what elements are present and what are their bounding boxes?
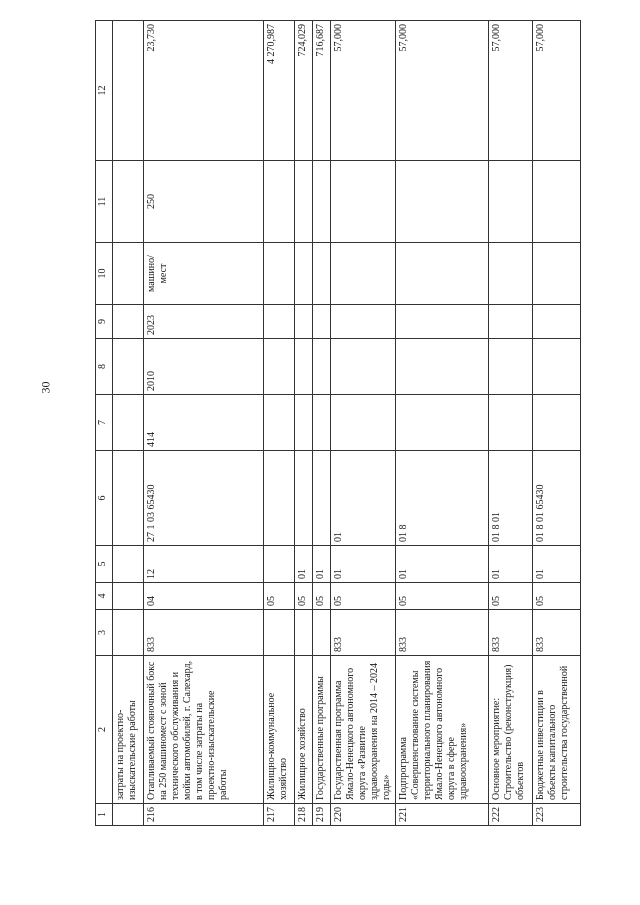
cell-capacity xyxy=(295,161,313,243)
cell-end xyxy=(396,305,489,339)
cell-expense xyxy=(489,395,533,451)
cell-amount: 57,000 xyxy=(489,21,533,161)
cell-ministry xyxy=(113,610,144,656)
cell-start xyxy=(313,339,331,395)
row-number xyxy=(113,804,144,826)
cell-expense xyxy=(264,395,295,451)
cell-expense xyxy=(533,395,581,451)
cell-capacity xyxy=(533,161,581,243)
row-name: Государственная программа Ямало-Ненецкого автономного округа «Развитие здравоохранения на 2014 – 2024 годы» xyxy=(331,656,396,804)
cell-section: 04 xyxy=(144,583,264,610)
cell-start xyxy=(113,339,144,395)
cell-end xyxy=(331,305,396,339)
row-name: Жилищное хозяйство xyxy=(295,656,313,804)
cell-target xyxy=(313,451,331,546)
row-name: Основное мероприятие: Строительство (реконструкция) объектов xyxy=(489,656,533,804)
cell-target: 27 1 03 65430 xyxy=(144,451,264,546)
cell-amount xyxy=(113,21,144,161)
budget-table xyxy=(95,20,581,826)
cell-start: 2010 xyxy=(144,339,264,395)
cell-amount: 57,000 xyxy=(396,21,489,161)
column-header: 10 xyxy=(96,243,113,305)
cell-ministry xyxy=(264,610,295,656)
cell-ministry: 833 xyxy=(489,610,533,656)
cell-end xyxy=(313,305,331,339)
row-name: Подпрограмма «Совершенствование системы территориального планирования Ямало-Ненецкого автономного округа в сфере здравоохранения» xyxy=(396,656,489,804)
cell-section: 05 xyxy=(295,583,313,610)
cell-end xyxy=(533,305,581,339)
cell-target: 01 xyxy=(331,451,396,546)
cell-capacity xyxy=(489,161,533,243)
cell-expense xyxy=(396,395,489,451)
cell-unit xyxy=(489,243,533,305)
cell-target: 01 8 xyxy=(396,451,489,546)
cell-end xyxy=(489,305,533,339)
cell-ministry: 833 xyxy=(331,610,396,656)
cell-amount: 4 270,987 xyxy=(264,21,295,161)
row-number: 216 xyxy=(144,804,264,826)
cell-unit xyxy=(396,243,489,305)
column-header: 1 xyxy=(96,804,113,826)
header-row xyxy=(96,21,113,826)
row-number: 222 xyxy=(489,804,533,826)
cell-unit xyxy=(533,243,581,305)
cell-subsection xyxy=(113,546,144,583)
table-row xyxy=(533,21,581,826)
row-number: 219 xyxy=(313,804,331,826)
cell-target: 01 8 01 65430 xyxy=(533,451,581,546)
cell-expense: 414 xyxy=(144,395,264,451)
table-row xyxy=(144,21,264,826)
cell-start xyxy=(533,339,581,395)
cell-expense xyxy=(113,395,144,451)
cell-ministry: 833 xyxy=(396,610,489,656)
row-name: Бюджетные инвестиции в объекты капитального строительства государственной xyxy=(533,656,581,804)
column-header: 2 xyxy=(96,656,113,804)
cell-end xyxy=(113,305,144,339)
cell-capacity xyxy=(313,161,331,243)
cell-start xyxy=(264,339,295,395)
row-name: Государственные программы xyxy=(313,656,331,804)
column-header: 12 xyxy=(96,21,113,161)
cell-start xyxy=(489,339,533,395)
cell-ministry xyxy=(313,610,331,656)
cell-amount: 724,029 xyxy=(295,21,313,161)
cell-start xyxy=(396,339,489,395)
cell-end: 2023 xyxy=(144,305,264,339)
column-header: 8 xyxy=(96,339,113,395)
row-number: 217 xyxy=(264,804,295,826)
cell-subsection: 01 xyxy=(489,546,533,583)
row-name: затраты на проектно-изыскательские работы xyxy=(113,656,144,804)
cell-unit xyxy=(331,243,396,305)
cell-capacity xyxy=(264,161,295,243)
cell-section: 05 xyxy=(489,583,533,610)
cell-section: 05 xyxy=(533,583,581,610)
column-header: 5 xyxy=(96,546,113,583)
cell-amount: 716,687 xyxy=(313,21,331,161)
cell-unit xyxy=(313,243,331,305)
cell-target xyxy=(295,451,313,546)
column-header: 9 xyxy=(96,305,113,339)
row-number: 223 xyxy=(533,804,581,826)
cell-target: 01 8 01 xyxy=(489,451,533,546)
cell-target xyxy=(264,451,295,546)
cell-section: 05 xyxy=(313,583,331,610)
cell-capacity xyxy=(113,161,144,243)
column-header: 11 xyxy=(96,161,113,243)
column-header: 6 xyxy=(96,451,113,546)
cell-unit xyxy=(295,243,313,305)
cell-subsection: 01 xyxy=(533,546,581,583)
cell-subsection: 01 xyxy=(313,546,331,583)
cell-subsection: 01 xyxy=(331,546,396,583)
column-header: 4 xyxy=(96,583,113,610)
table-row xyxy=(396,21,489,826)
cell-subsection xyxy=(264,546,295,583)
table-row xyxy=(489,21,533,826)
table-row xyxy=(295,21,313,826)
cell-expense xyxy=(313,395,331,451)
cell-unit: машино/мест xyxy=(144,243,264,305)
cell-unit xyxy=(264,243,295,305)
cell-end xyxy=(264,305,295,339)
row-number: 220 xyxy=(331,804,396,826)
column-header: 3 xyxy=(96,610,113,656)
table-row xyxy=(331,21,396,826)
cell-ministry: 833 xyxy=(144,610,264,656)
cell-amount: 57,000 xyxy=(533,21,581,161)
cell-target xyxy=(113,451,144,546)
cell-amount: 57,000 xyxy=(331,21,396,161)
row-name: Отапливаемый стояночный бокс на 250 машиномест с зоной технического обслуживания и мойки автомобилей, г. Салехард, в том числе затраты на проектно-изыскательские работы xyxy=(144,656,264,804)
cell-capacity xyxy=(396,161,489,243)
column-header: 7 xyxy=(96,395,113,451)
cell-section xyxy=(113,583,144,610)
cell-subsection: 01 xyxy=(295,546,313,583)
row-number: 218 xyxy=(295,804,313,826)
row-name: Жилищно-коммунальное хозяйство xyxy=(264,656,295,804)
table-wrapper xyxy=(95,21,622,826)
cell-amount: 23,730 xyxy=(144,21,264,161)
cell-expense xyxy=(331,395,396,451)
cell-start xyxy=(331,339,396,395)
cell-unit xyxy=(113,243,144,305)
cell-section: 05 xyxy=(264,583,295,610)
table-row xyxy=(264,21,295,826)
row-number: 221 xyxy=(396,804,489,826)
table-row xyxy=(113,21,144,826)
cell-capacity: 250 xyxy=(144,161,264,243)
cell-subsection: 12 xyxy=(144,546,264,583)
cell-ministry xyxy=(295,610,313,656)
cell-section: 05 xyxy=(396,583,489,610)
cell-expense xyxy=(295,395,313,451)
page-number: 30 xyxy=(38,381,53,394)
table-row xyxy=(313,21,331,826)
cell-capacity xyxy=(331,161,396,243)
cell-subsection: 01 xyxy=(396,546,489,583)
cell-start xyxy=(295,339,313,395)
cell-section: 05 xyxy=(331,583,396,610)
cell-end xyxy=(295,305,313,339)
cell-ministry: 833 xyxy=(533,610,581,656)
